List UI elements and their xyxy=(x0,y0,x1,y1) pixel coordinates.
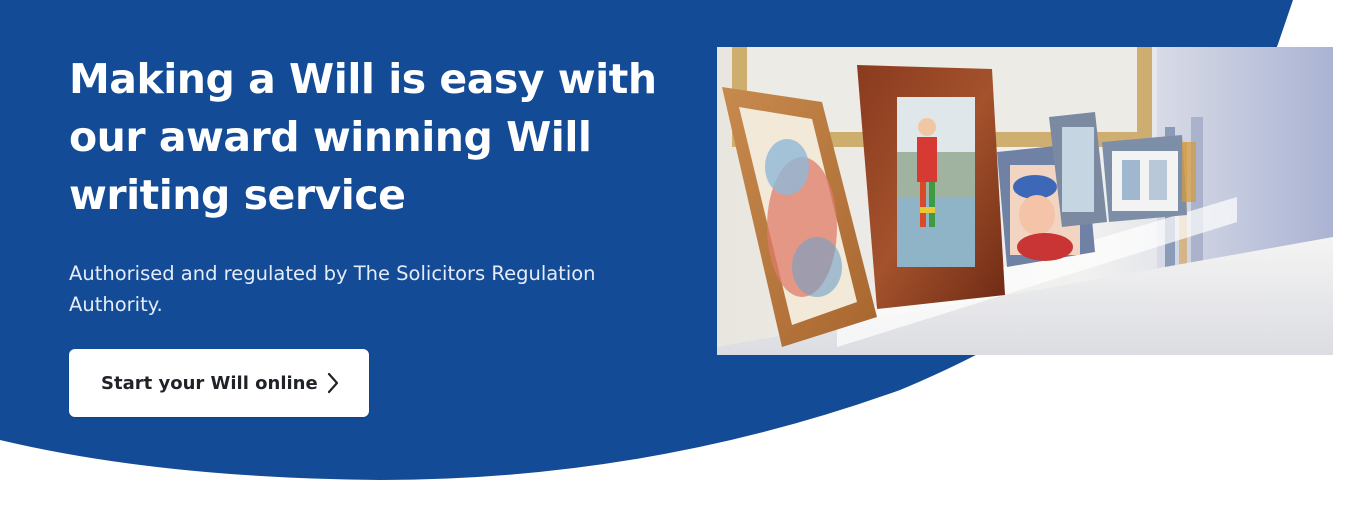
start-will-online-label: Start your Will online xyxy=(101,372,318,394)
chevron-right-icon xyxy=(327,372,339,394)
hero-title: Making a Will is easy with our award winning Will writing service xyxy=(69,55,657,219)
hero-subtitle: Authorised and regulated by The Solicitors Regulation Authority. xyxy=(69,262,596,316)
photo-frames-image xyxy=(717,47,1333,355)
start-will-online-button[interactable] xyxy=(69,349,369,417)
hero-content xyxy=(69,50,669,320)
